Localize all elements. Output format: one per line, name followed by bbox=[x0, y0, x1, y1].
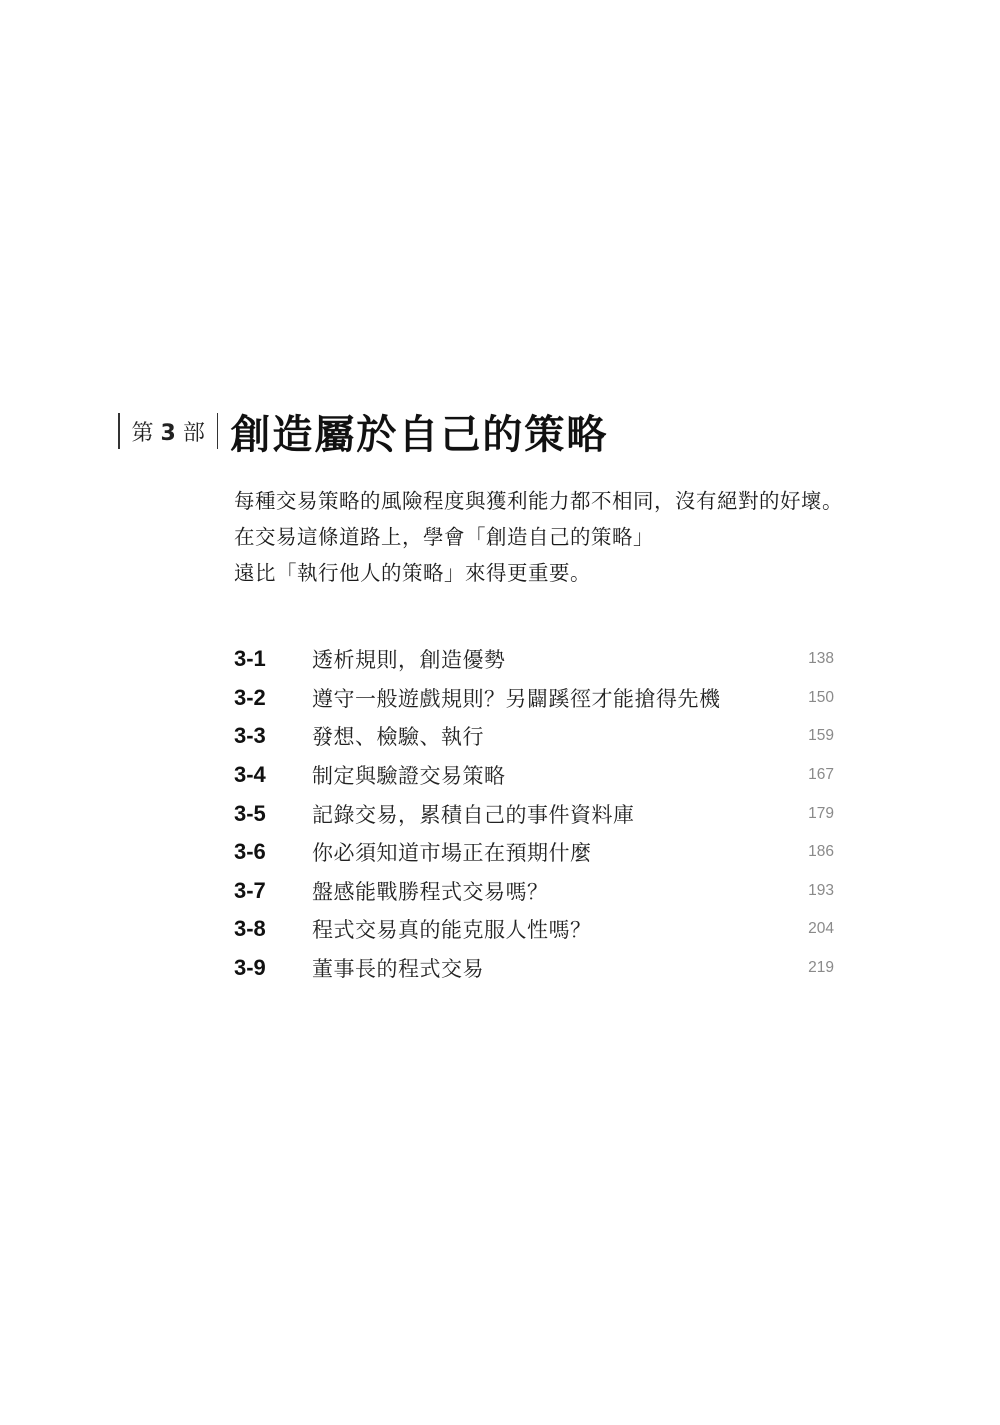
part-label-suffix: 部 bbox=[182, 420, 205, 446]
toc-entry-page: 219 bbox=[808, 959, 834, 977]
toc-entry-number: 3-5 bbox=[234, 800, 266, 826]
table-of-contents bbox=[234, 640, 844, 987]
toc-entry-number: 3-8 bbox=[234, 916, 266, 942]
toc-entry-number: 3-2 bbox=[234, 684, 266, 710]
toc-entry-page: 150 bbox=[808, 688, 834, 706]
part-number: 3 bbox=[160, 420, 176, 446]
part-label bbox=[132, 416, 205, 447]
toc-entry[interactable] bbox=[234, 910, 844, 949]
toc-entry-title: 盤感能戰勝程式交易嗎？ bbox=[312, 879, 549, 904]
part-title: 創造屬於自己的策略 bbox=[230, 410, 609, 458]
part-header bbox=[118, 400, 608, 462]
toc-entry-page: 186 bbox=[808, 843, 834, 861]
toc-entry-number: 3-7 bbox=[234, 877, 266, 903]
toc-entry-page: 193 bbox=[808, 881, 834, 899]
toc-entry-page: 138 bbox=[808, 650, 834, 668]
toc-entry[interactable] bbox=[234, 872, 844, 911]
toc-entry-page: 167 bbox=[808, 766, 834, 784]
toc-entry[interactable] bbox=[234, 717, 844, 756]
toc-entry[interactable] bbox=[234, 640, 844, 679]
part-label-prefix: 第 bbox=[131, 420, 154, 446]
intro-line: 在交易這條道路上，學會「創造自己的策略」 bbox=[234, 525, 654, 549]
toc-entry-title: 遵守一般遊戲規則？另闢蹊徑才能搶得先機 bbox=[312, 686, 721, 711]
toc-entry[interactable] bbox=[234, 949, 844, 988]
toc-entry-title: 制定與驗證交易策略 bbox=[312, 764, 506, 789]
toc-entry-title: 程式交易真的能克服人性嗎？ bbox=[312, 918, 592, 943]
toc-entry-number: 3-1 bbox=[234, 646, 266, 672]
toc-entry-number: 3-3 bbox=[234, 723, 266, 749]
toc-entry[interactable] bbox=[234, 794, 844, 833]
toc-entry-number: 3-6 bbox=[234, 839, 266, 865]
intro-line: 遠比「執行他人的策略」來得更重要。 bbox=[234, 561, 591, 585]
toc-entry-title: 透析規則，創造優勢 bbox=[312, 648, 506, 673]
intro-paragraph bbox=[234, 483, 934, 591]
toc-entry-page: 179 bbox=[808, 804, 834, 822]
toc-entry-number: 3-4 bbox=[234, 762, 266, 788]
toc-entry[interactable] bbox=[234, 679, 844, 718]
left-divider-bar bbox=[118, 413, 120, 449]
intro-line: 每種交易策略的風險程度與獲利能力都不相同，沒有絕對的好壞。 bbox=[234, 489, 843, 513]
toc-entry[interactable] bbox=[234, 756, 844, 795]
toc-entry[interactable] bbox=[234, 833, 844, 872]
toc-entry-page: 204 bbox=[808, 920, 834, 938]
toc-entry-title: 記錄交易，累積自己的事件資料庫 bbox=[312, 802, 635, 827]
toc-entry-title: 董事長的程式交易 bbox=[312, 957, 484, 982]
toc-entry-number: 3-9 bbox=[234, 955, 266, 981]
toc-entry-title: 你必須知道市場正在預期什麼 bbox=[312, 841, 592, 866]
toc-entry-page: 159 bbox=[808, 727, 834, 745]
right-divider-bar bbox=[217, 413, 219, 449]
toc-entry-title: 發想、檢驗、執行 bbox=[312, 725, 484, 750]
